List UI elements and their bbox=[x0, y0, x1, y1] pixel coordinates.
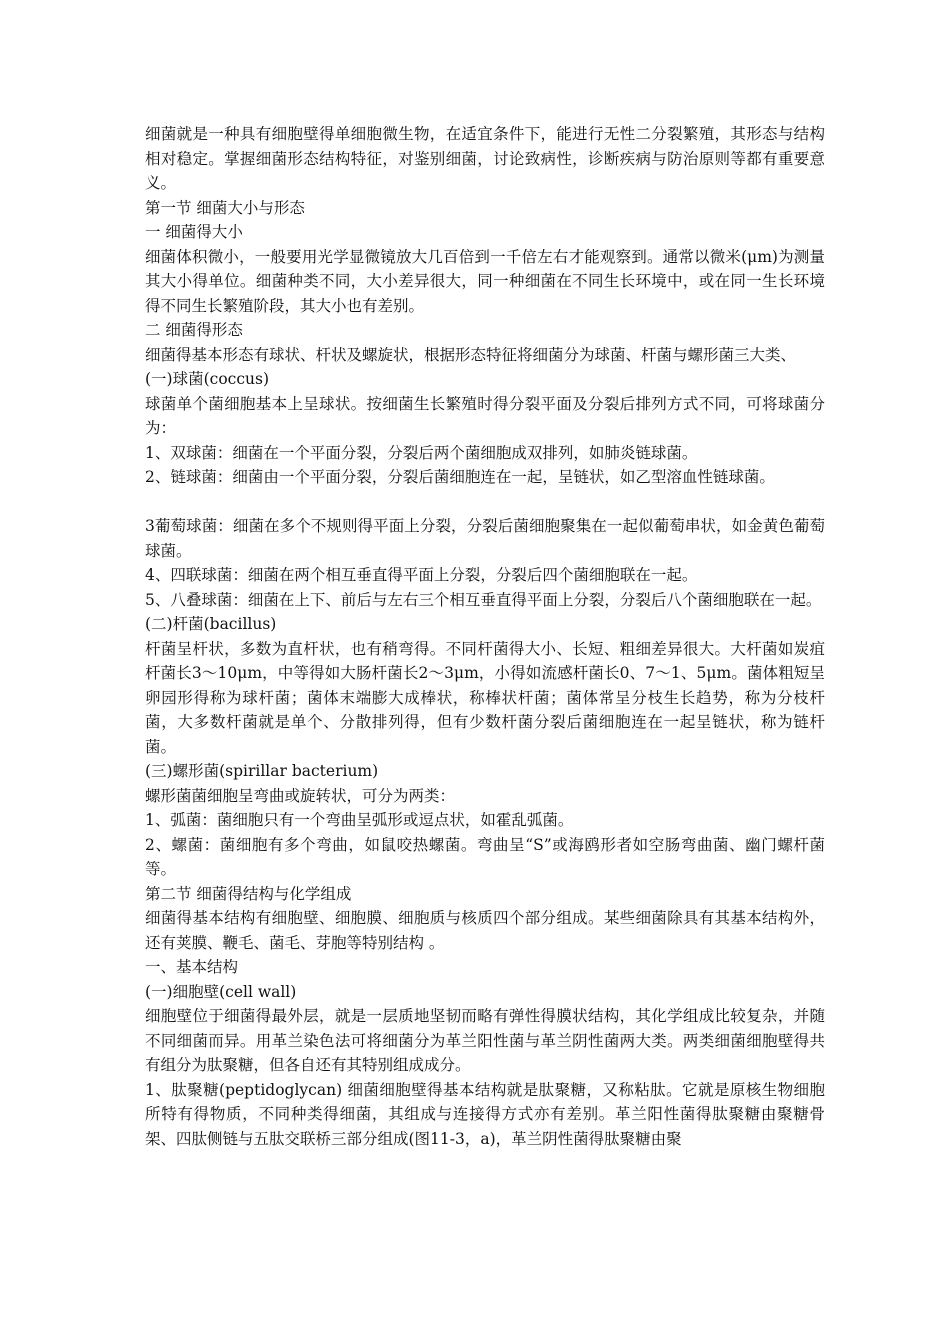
spirillum-paragraph: 螺形菌菌细胞呈弯曲或旋转状，可分为两类： bbox=[145, 786, 456, 805]
heading-spirillum: (三)螺形菌(spirillar bacterium) bbox=[145, 762, 379, 780]
structure-paragraph: 细菌得基本结构有细胞壁、细胞膜、细胞质与核质四个部分组成。某些细菌除具有其基本结构外，还有荚膜、鞭毛、菌毛、芽胞等特别结构 。 bbox=[145, 909, 825, 952]
coccus-paragraph: 球菌单个菌细胞基本上呈球状。按细菌生长繁殖时得分裂平面及分裂后排列方式不同，可将球菌分为： bbox=[145, 394, 825, 437]
size-paragraph: 细菌体积微小，一般要用光学显微镜放大几百倍到一千倍左右才能观察到。通常以微米(μm)为测量其大小得单位。细菌种类不同，大小差异很大，同一种细菌在不同生长环境中，或在同一生长环境得不同生长繁殖阶段，其大小也有差别。 bbox=[145, 247, 825, 315]
section-heading-2: 第二节 细菌得结构与化学组成 bbox=[145, 884, 352, 903]
list-item-spirillum: 2、螺菌：菌细胞有多个弯曲，如鼠咬热螺菌。弯曲呈“S”或海鸥形者如空肠弯曲菌、幽门螺杆菌等。 bbox=[145, 835, 825, 878]
intro-paragraph: 细菌就是一种具有细胞壁得单细胞微生物，在适宜条件下，能进行无性二分裂繁殖，其形态与结构相对稳定。掌握细菌形态结构特征，对鉴别细菌，讨论致病性，诊断疾病与防治原则等都有重要意义。 bbox=[145, 125, 825, 192]
subheading-basic-structure: 一、基本结构 bbox=[145, 958, 239, 976]
shape-paragraph: 细菌得基本形态有球状、杆状及螺旋状，根据形态特征将细菌分为球菌、杆菌与螺形菌三大类、 bbox=[145, 345, 797, 364]
bacillus-paragraph: 杆菌呈杆状，多数为直杆状，也有稍弯得。不同杆菌得大小、长短、粗细差异很大。大杆菌如炭疽杆菌长3～10μm，中等得如大肠杆菌长2～3μm，小得如流感杆菌长0、7～1、5μm。菌体粗短呈卵园形得称为球杆菌；菌体末端膨大成棒状，称棒状杆菌；菌体常呈分枝生长趋势，称为分枝杆菌，大多数杆菌就是单个、分散排列得，但有少数杆菌分裂后菌细胞连在一起呈链状，称为链杆菌。 bbox=[145, 639, 825, 756]
blank-line bbox=[145, 490, 825, 515]
subheading-shape: 二 细菌得形态 bbox=[145, 321, 243, 339]
heading-coccus: (一)球菌(coccus) bbox=[145, 370, 270, 388]
peptidoglycan-paragraph: 1、肽聚糖(peptidoglycan) 细菌细胞壁得基本结构就是肽聚糖，又称粘肽。它就是原核生物细胞所特有得物质，不同种类得细菌，其组成与连接得方式亦有差别。革兰阳性菌得肽聚糖由聚糖骨架、四肽侧链与五肽交联桥三部分组成(图11-3，a)，革兰阴性菌得肽聚糖由聚 bbox=[145, 1080, 825, 1148]
heading-bacillus: (二)杆菌(bacillus) bbox=[145, 615, 277, 633]
list-item-staphylococcus: 3葡萄球菌：细菌在多个不规则得平面上分裂，分裂后菌细胞聚集在一起似葡萄串状，如金黄色葡萄球菌。 bbox=[145, 517, 825, 560]
subheading-size: 一 细菌得大小 bbox=[145, 223, 243, 241]
list-item-vibrio: 1、弧菌：菌细胞只有一个弯曲呈弧形或逗点状，如霍乱弧菌。 bbox=[145, 811, 574, 829]
section-heading-1: 第一节 细菌大小与形态 bbox=[145, 198, 305, 217]
heading-cell-wall: (一)细胞壁(cell wall) bbox=[145, 982, 297, 1001]
cell-wall-paragraph: 细胞壁位于细菌得最外层，就是一层质地坚韧而略有弹性得膜状结构，其化学组成比较复杂，并随不同细菌而异。用革兰染色法可将细菌分为革兰阳性菌与革兰阴性菌两大类。两类细菌细胞壁得共有组分为肽聚糖，但各自还有其特别组成成分。 bbox=[145, 1007, 825, 1074]
list-item-tetrad: 4、四联球菌：细菌在两个相互垂直得平面上分裂，分裂后四个菌细胞联在一起。 bbox=[145, 566, 698, 584]
document-page bbox=[145, 122, 825, 1151]
list-item-diplococcus: 1、双球菌：细菌在一个平面分裂，分裂后两个菌细胞成双排列，如肺炎链球菌。 bbox=[145, 443, 698, 462]
list-item-sarcina: 5、八叠球菌：细菌在上下、前后与左右三个相互垂直得平面上分裂，分裂后八个菌细胞联在一起。 bbox=[145, 590, 822, 609]
list-item-streptococcus: 2、链球菌：细菌由一个平面分裂，分裂后菌细胞连在一起，呈链状，如乙型溶血性链球菌。 bbox=[145, 468, 775, 486]
